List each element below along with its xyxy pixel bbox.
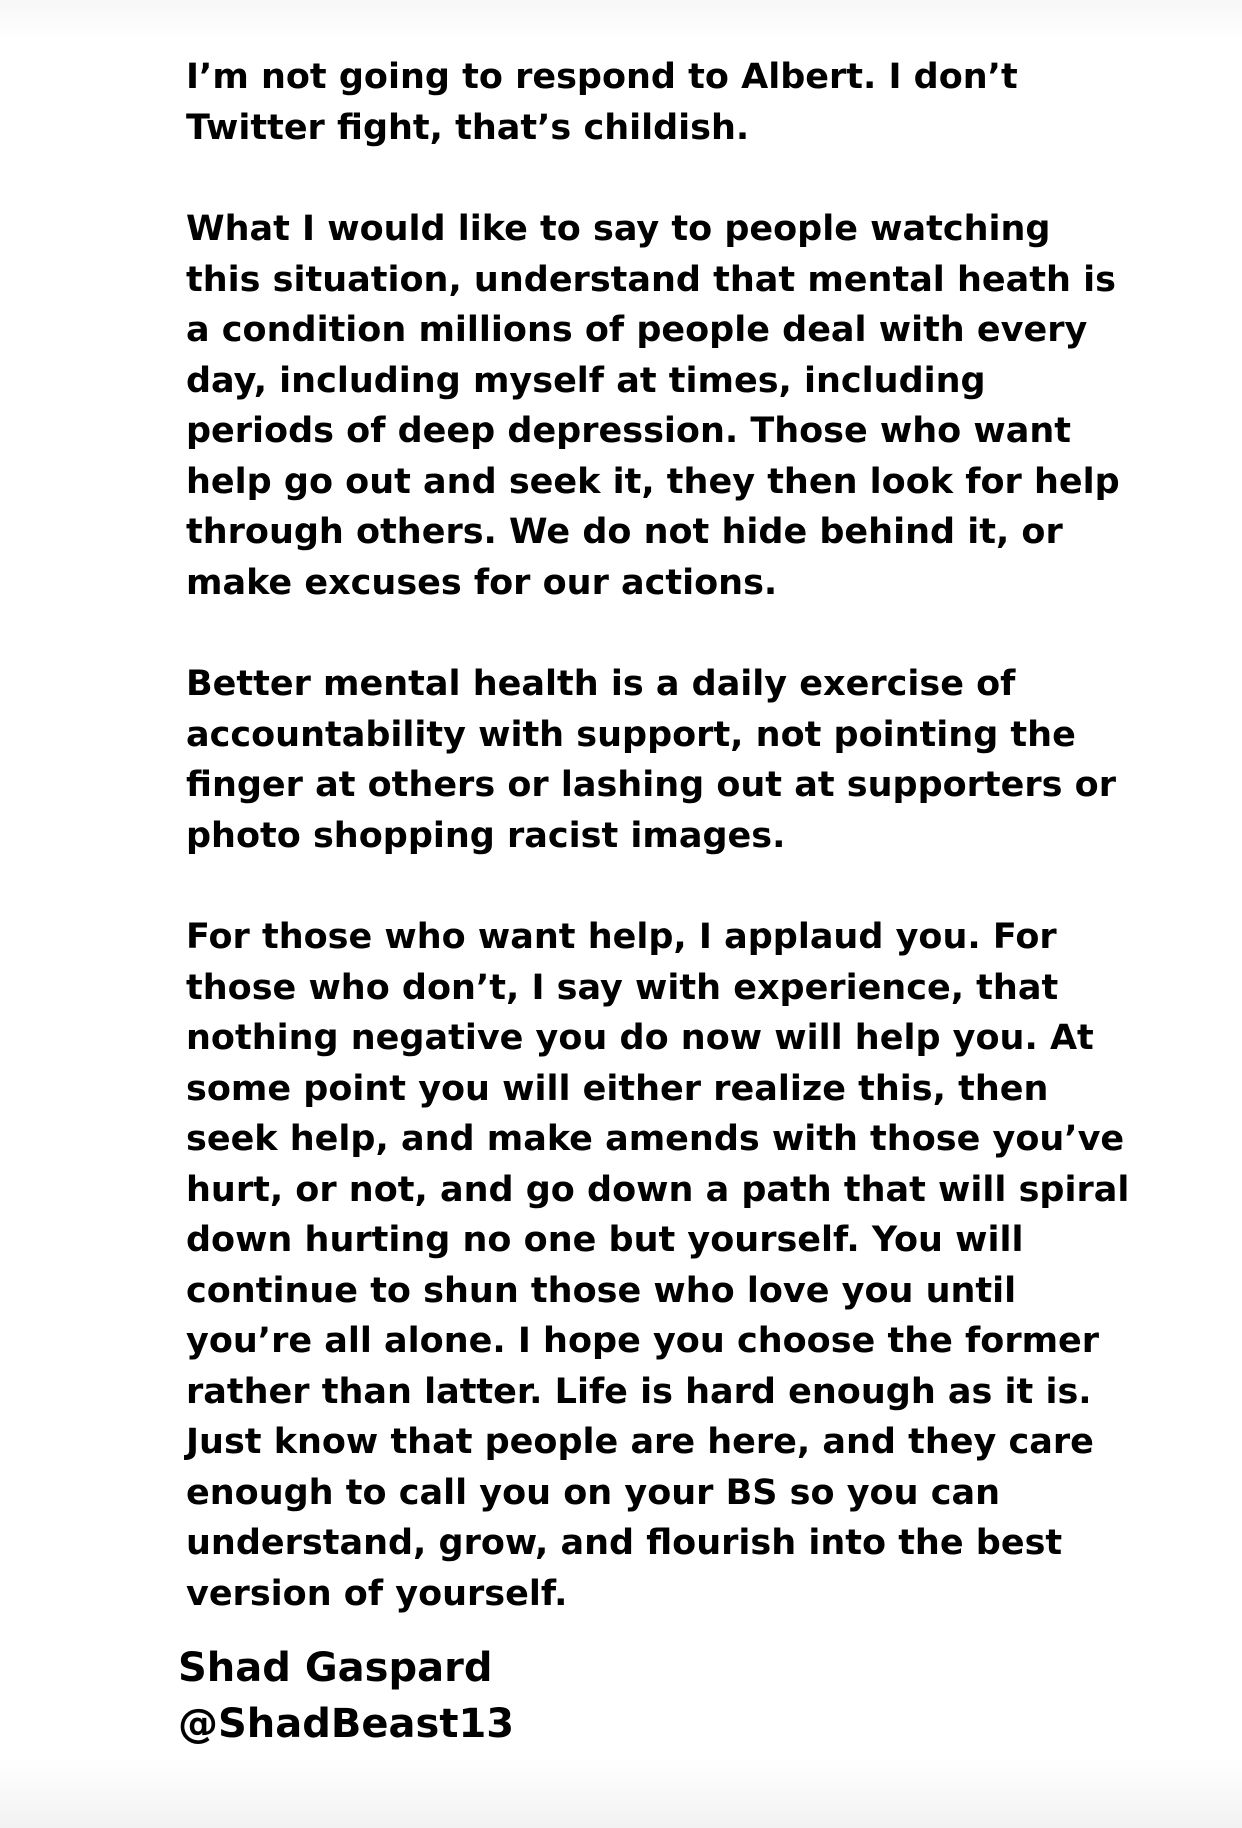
text-line: Better mental health is a daily exercise of (186, 664, 1016, 704)
text-line: Just know that people are here, and they care (186, 1422, 1094, 1462)
text-line: rather than latter. Life is hard enough as it is. (186, 1371, 1092, 1412)
text-line: For those who want help, I applaud you. For (186, 917, 1057, 957)
paragraph-4 (186, 912, 1130, 1619)
text-line: make excuses for our actions. (186, 562, 778, 603)
author-name: Shad Gaspard (178, 1645, 493, 1691)
text-line: photo shopping racist images. (186, 815, 786, 856)
text-line: What I would like to say to people watching (186, 209, 1051, 249)
text-line: help go out and seek it, they then look for help (186, 461, 1120, 502)
text-line: some point you will either realize this, then (186, 1068, 1049, 1109)
text-line: day, including myself at times, including (186, 360, 986, 401)
text-line: a condition millions of people deal with every (186, 310, 1088, 350)
text-line: down hurting no one but yourself. You will (186, 1220, 1024, 1260)
text-line: this situation, understand that mental heath is (186, 259, 1116, 300)
text-line: you’re all alone. I hope you choose the former (186, 1321, 1100, 1361)
text-line: hurt, or not, and go down a path that will spiral (186, 1169, 1130, 1210)
paragraph-3 (186, 659, 1116, 861)
text-line: seek help, and make amends with those you’ve (186, 1119, 1125, 1159)
statement-body (186, 52, 1130, 1670)
text-line: I’m not going to respond to Albert. I don’t (186, 57, 1018, 97)
text-line: continue to shun those who love you until (186, 1270, 1017, 1311)
author-handle: @ShadBeast13 (178, 1701, 515, 1747)
text-line: those who don’t, I say with experience, that (186, 967, 1059, 1008)
text-line: version of yourself. (186, 1573, 568, 1614)
signature-block (178, 1640, 514, 1752)
text-line: finger at others or lashing out at supporters or (186, 765, 1116, 805)
text-line: accountability with support, not pointing the (186, 714, 1076, 755)
text-line: nothing negative you do now will help you. At (186, 1018, 1094, 1058)
text-line: enough to call you on your BS so you can (186, 1472, 1000, 1513)
paragraph-1 (186, 52, 1086, 153)
text-line: understand, grow, and flourish into the best (186, 1523, 1063, 1563)
text-line: Twitter fight, that’s childish. (186, 107, 750, 148)
text-line: periods of deep depression. Those who want (186, 411, 1072, 451)
paragraph-2 (186, 204, 1120, 608)
text-line: through others. We do not hide behind it, or (186, 512, 1063, 552)
